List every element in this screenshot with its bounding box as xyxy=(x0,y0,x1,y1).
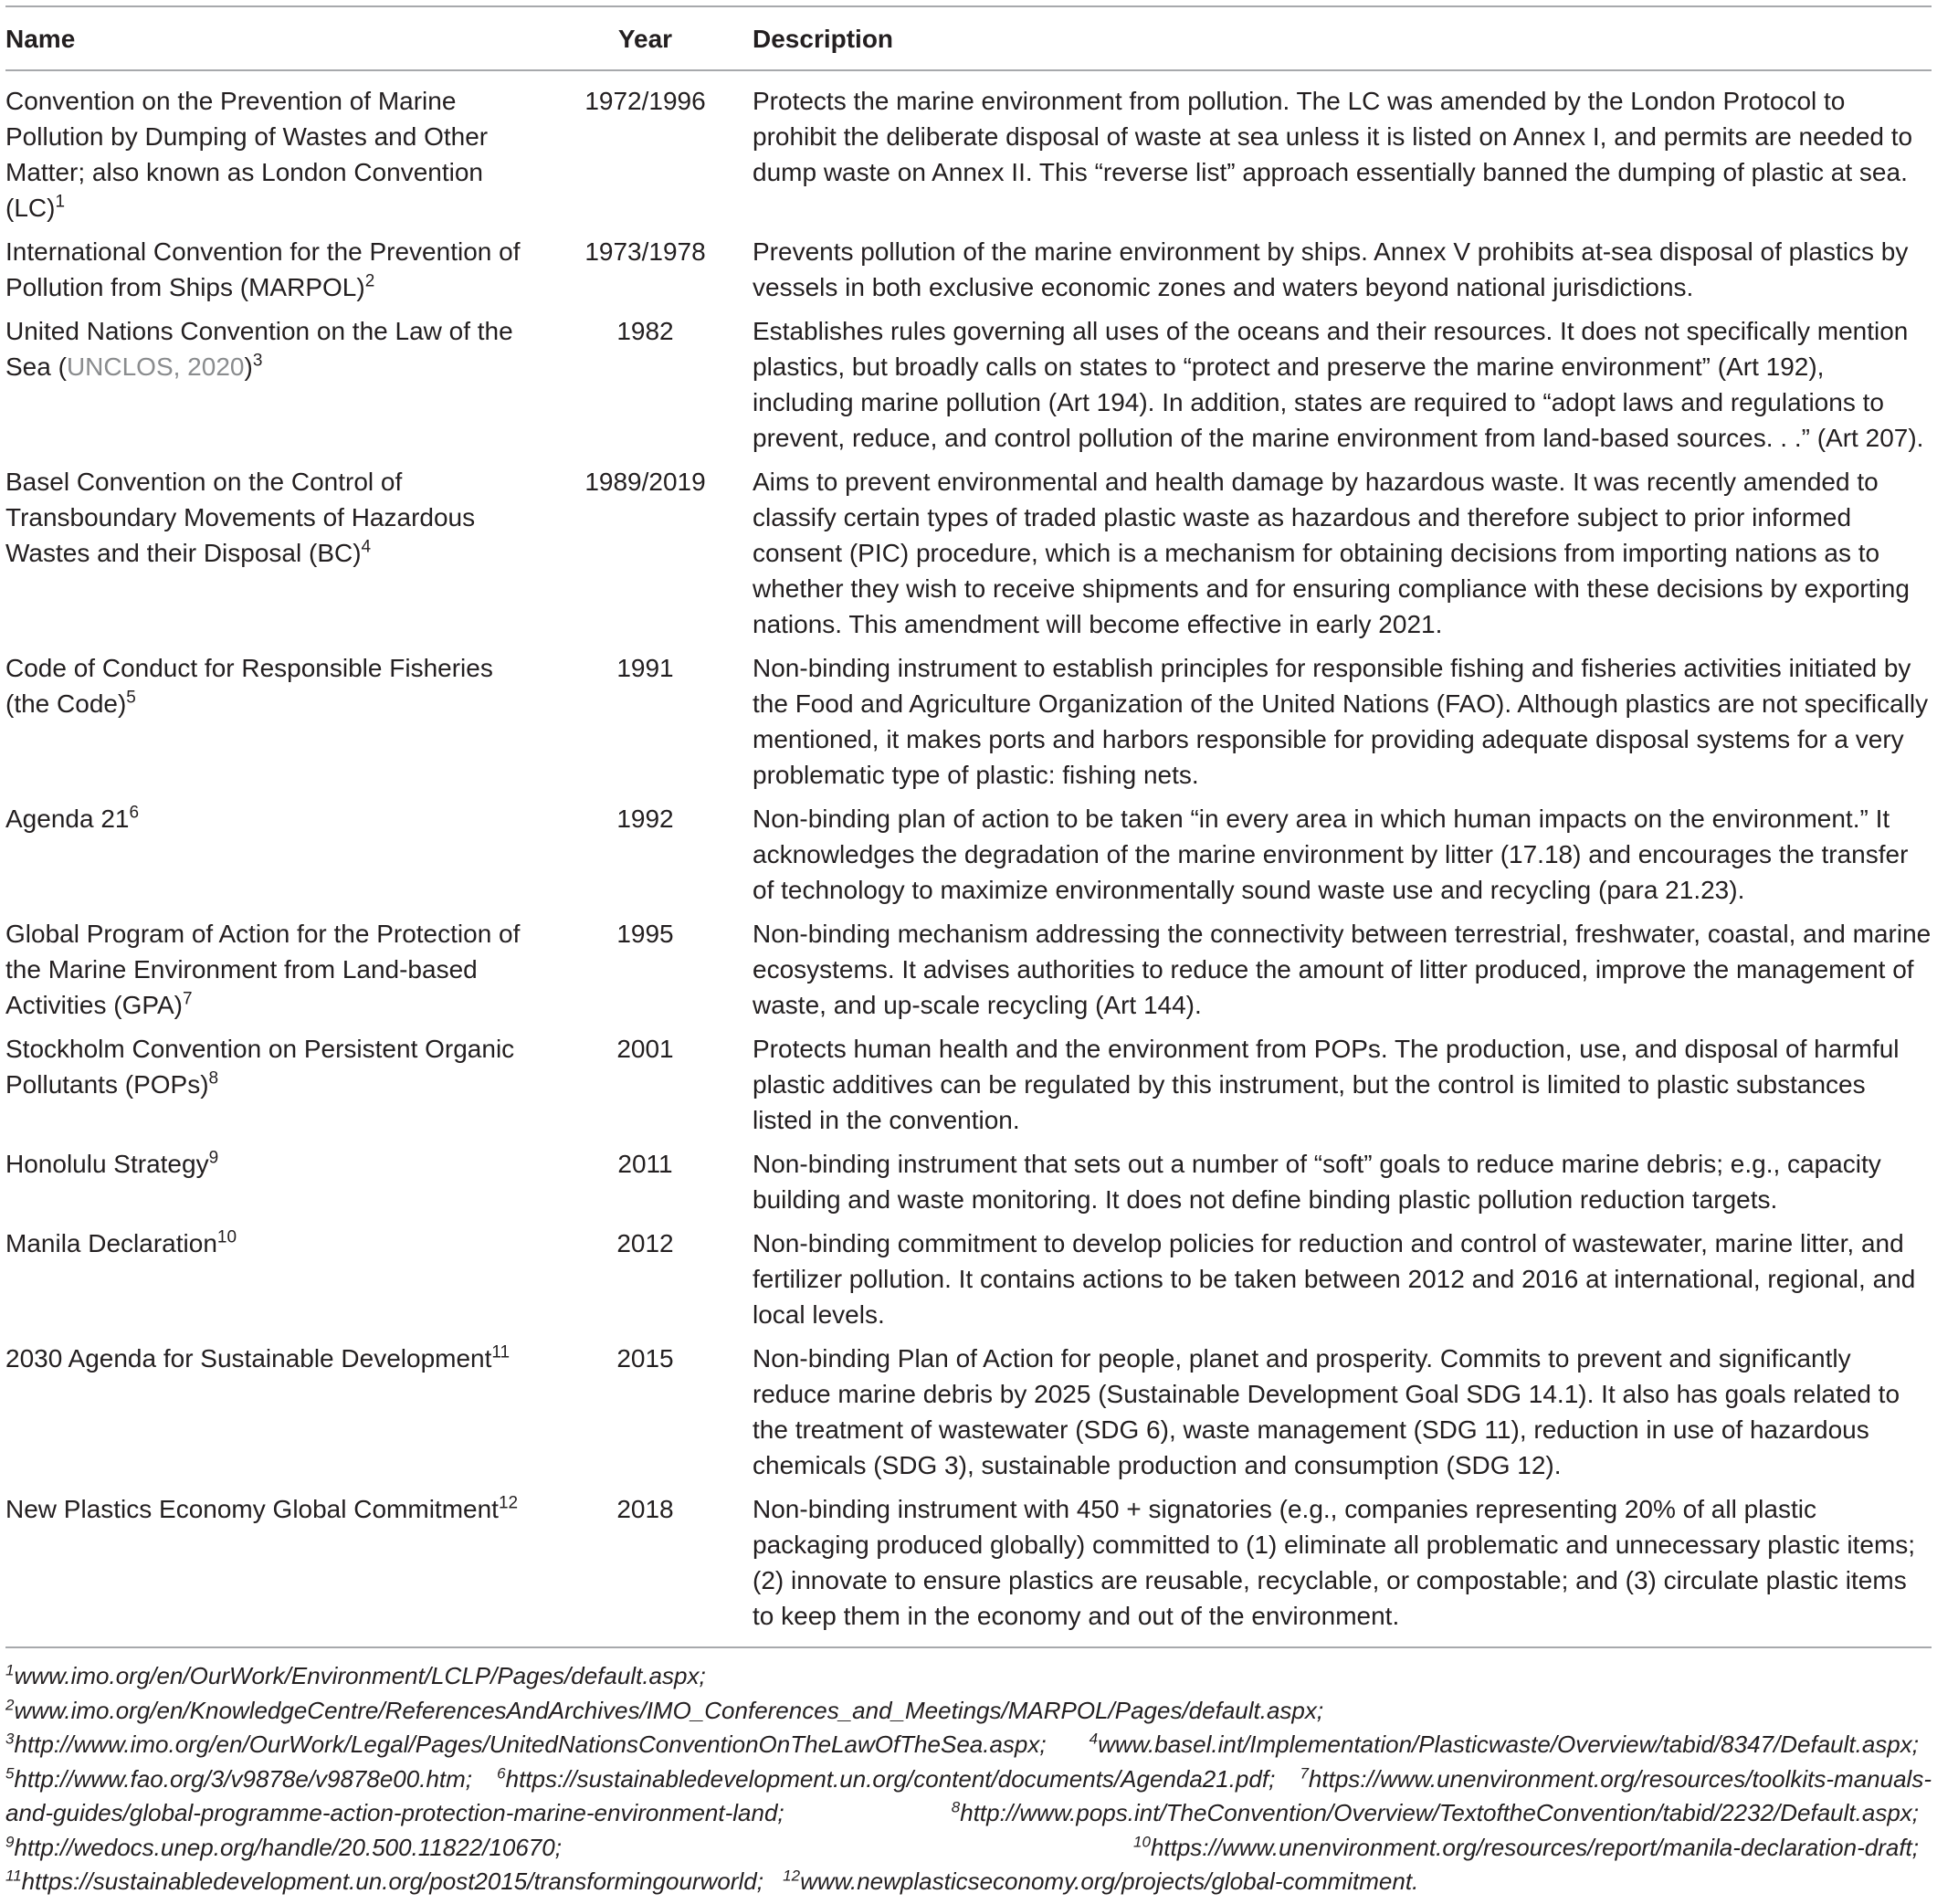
column-header-year: Year xyxy=(540,6,751,70)
footnote: $^2$www.imo.org/en/KnowledgeCentre/ReferencesAndArchives/IMO_Conferences_and_Meetings/MARPOL/Pages/default.aspx; xyxy=(5,1695,1324,1724)
table-header xyxy=(5,6,1932,70)
footnote-link[interactable]: http://www.fao.org/3/v9878e/v9878e00.htm; xyxy=(14,1764,473,1793)
treaty-description: Non-binding plan of action to be taken “in every area in which human impacts on the environment.” It acknowledges the degradation of the marine environment by litter (17.18) and encourages the transfer of technology to maximize environmentally sound waste use and recycling (para 21.23). xyxy=(753,805,1909,904)
footnote: $^{10}$https://www.unenvironment.org/resources/report/manila-declaration-draft; xyxy=(1133,1832,1919,1861)
footnote: $^4$www.basel.int/Implementation/Plasticwaste/Overview/tabid/8347/Default.aspx; xyxy=(1089,1730,1919,1758)
footnote-link[interactable]: www.imo.org/en/OurWork/Environment/LCLP/Pages/default.aspx; xyxy=(14,1662,706,1689)
treaty-year: 2011 xyxy=(617,1150,673,1178)
treaty-description: Establishes rules governing all uses of the oceans and their resources. It does not specifically mention plastics, but broadly calls on states to “protect and preserve the marine environment” (Art 192), including marine pollution (Art 194). In addition, states are required to “adopt laws and regulations to prevent, reduce, and control pollution of the marine environment from land-based sources. . .” (Art 207). xyxy=(753,317,1924,452)
footnote-ref: 9 xyxy=(208,1148,219,1168)
treaty-year: 1991 xyxy=(616,654,674,682)
treaty-name: United Nations Convention on the Law of the Sea (UNCLOS, 2020)$^3$ xyxy=(5,317,513,381)
treaty-year: 2018 xyxy=(616,1495,674,1523)
treaty-name: Global Program of Action for the Protection of the Marine Environment from Land-based Activities (GPA)$^7$ xyxy=(5,920,521,1019)
table-footnotes xyxy=(5,1646,1932,1899)
treaty-name: Basel Convention on the Control of Transboundary Movements of Hazardous Wastes and their Disposal (BC)$^4$ xyxy=(5,468,476,567)
treaty-description: Protects human health and the environment from POPs. The production, use, and disposal of harmful plastic additives can be regulated by this instrument, but the control is limited to plastic substances listed in the convention. xyxy=(753,1035,1900,1134)
footnote-link[interactable]: https://www.unenvironment.org/resources/report/manila-declaration-draft; xyxy=(1150,1833,1919,1861)
treaty-name: New Plastics Economy Global Commitment$^{12}$ xyxy=(5,1493,519,1523)
footnote-link[interactable]: https://sustainabledevelopment.un.org/post2015/transformingourworld; xyxy=(21,1867,763,1895)
treaty-description: Non-binding Plan of Action for people, planet and prosperity. Commits to prevent and significantly reduce marine debris by 2025 (Sustainable Development Goal SDG 14.1). It also has goals related to the treatment of wastewater (SDG 6), waste management (SDG 11), reduction in use of hazardous chemicals (SDG 3), sustainable production and consumption (SDG 12). xyxy=(753,1344,1900,1479)
treaty-year: 1973/1978 xyxy=(584,237,706,266)
footnote: $^8$http://www.pops.int/TheConvention/Overview/TextoftheConvention/tabid/2232/Default.aspx; xyxy=(951,1798,1919,1826)
footnote-ref: 5 xyxy=(126,688,136,708)
treaty-name: Stockholm Convention on Persistent Organic Pollutants (POPs)$^8$ xyxy=(5,1035,515,1099)
footnote-ref: 4 xyxy=(361,537,372,557)
table-row xyxy=(5,464,1932,650)
footnote-link[interactable]: https://sustainabledevelopment.un.org/content/documents/Agenda21.pdf; xyxy=(505,1764,1276,1793)
unclos-citation-link[interactable]: UNCLOS, 2020 xyxy=(66,352,245,381)
table-row xyxy=(5,1146,1932,1226)
treaty-description: Prevents pollution of the marine environment by ships. Annex V prohibits at-sea disposal of plastics by vessels in both exclusive economic zones and waters beyond national jurisdictions. xyxy=(753,237,1909,301)
table-row xyxy=(5,313,1932,464)
treaty-year: 1972/1996 xyxy=(584,87,706,115)
footnote: $^6$https://sustainabledevelopment.un.org/content/documents/Agenda21.pdf; xyxy=(497,1763,1276,1793)
table-body xyxy=(5,70,1932,1646)
footnote-ref: 10 xyxy=(216,1227,237,1247)
footnote-link[interactable]: www.basel.int/Implementation/Plasticwaste/Overview/tabid/8347/Default.aspx; xyxy=(1098,1730,1919,1758)
column-header-name: Name xyxy=(5,6,540,70)
treaty-description: Protects the marine environment from pollution. The LC was amended by the London Protocol to prohibit the deliberate disposal of waste at sea unless it is listed on Annex I, and permits are needed to dump waste on Annex II. This “reverse list” approach essentially banned the dumping of plastic at sea. xyxy=(753,87,1913,186)
treaty-year: 2001 xyxy=(616,1035,674,1063)
footnote-ref: 7 xyxy=(182,989,193,1009)
footnote: $^3$http://www.imo.org/en/OurWork/Legal/Pages/UnitedNationsConventionOnTheLawOfTheSea.aspx; xyxy=(5,1730,1047,1758)
treaty-year: 2012 xyxy=(616,1229,674,1257)
footnote-link[interactable]: http://www.imo.org/en/OurWork/Legal/Pages/UnitedNationsConventionOnTheLawOfTheSea.aspx; xyxy=(14,1730,1047,1758)
treaty-description: Non-binding instrument with 450 + signatories (e.g., companies representing 20% of all plastic packaging produced globally) committed to (1) eliminate all problematic and unnecessary plastic items; (2) innovate to ensure plastics are reusable, recyclable, or compostable; and (3) circulate plastic items to keep them in the economy and out of the environment. xyxy=(753,1495,1916,1630)
header-row xyxy=(5,6,1932,70)
table-row xyxy=(5,1341,1932,1491)
treaty-year: 2015 xyxy=(616,1344,674,1373)
treaty-name: International Convention for the Prevention of Pollution from Ships (MARPOL)$^2$ xyxy=(5,237,521,301)
footnote-ref: 12 xyxy=(498,1493,519,1513)
footnote-ref: 2 xyxy=(364,271,375,291)
treaty-name: 2030 Agenda for Sustainable Development$^{11}$ xyxy=(5,1342,511,1373)
treaty-description: Non-binding instrument that sets out a number of “soft” goals to reduce marine debris; e.g., capacity building and waste monitoring. It does not define binding plastic pollution reduction targets. xyxy=(753,1150,1881,1214)
table-row xyxy=(5,70,1932,234)
table-row xyxy=(5,801,1932,916)
footnote-ref: 1 xyxy=(55,192,66,212)
footnote-ref: 11 xyxy=(491,1342,511,1362)
footnote-link[interactable]: www.newplasticseconomy.org/projects/global-commitment. xyxy=(800,1867,1419,1895)
treaty-name: Convention on the Prevention of Marine Pollution by Dumping of Wastes and Other Matter; also known as London Convention (LC)$^1$ xyxy=(5,87,489,222)
footnote-ref: 6 xyxy=(129,803,140,823)
column-header-description: Description xyxy=(751,6,1932,70)
footnote-link[interactable]: www.imo.org/en/KnowledgeCentre/ReferencesAndArchives/IMO_Conferences_and_Meetings/MARPOL/Pages/default.aspx; xyxy=(14,1696,1324,1724)
treaty-name: Honolulu Strategy$^9$ xyxy=(5,1148,219,1178)
footnote: $^1$www.imo.org/en/OurWork/Environment/LCLP/Pages/default.aspx; xyxy=(5,1661,706,1689)
footnote: $^5$http://www.fao.org/3/v9878e/v9878e00.htm; xyxy=(5,1763,473,1793)
table-row xyxy=(5,650,1932,801)
table-row xyxy=(5,1031,1932,1146)
footnote: $^7$https://www.unenvironment.org/resources/toolkits-manuals-and-guides/global-programme-action-protection-marine-environment-land; xyxy=(5,1763,1932,1826)
table-row xyxy=(5,916,1932,1031)
footnote-ref: 3 xyxy=(252,351,263,371)
document-page xyxy=(5,5,1932,1899)
footnote: $^9$http://wedocs.unep.org/handle/20.500.11822/10670; xyxy=(5,1832,562,1861)
footnote-ref: 8 xyxy=(208,1068,219,1089)
treaty-year: 1989/2019 xyxy=(584,468,706,496)
treaty-name: Agenda $21^6$ xyxy=(5,803,140,833)
treaty-name: Manila Declaration$^{10}$ xyxy=(5,1227,237,1257)
treaty-description: Non-binding mechanism addressing the connectivity between terrestrial, freshwater, coastal, and marine ecosystems. It advises authorities to reduce the amount of litter produced, improve the management of waste, and up-scale recycling (Art 144). xyxy=(753,920,1932,1019)
treaty-year: 1992 xyxy=(616,805,674,833)
treaty-description: Non-binding commitment to develop policies for reduction and control of wastewater, marine litter, and fertilizer pollution. It contains actions to be taken between 2012 and 2016 at international, regional, and local levels. xyxy=(753,1229,1916,1329)
footnote-link[interactable]: http://wedocs.unep.org/handle/20.500.11822/10670; xyxy=(14,1833,562,1861)
treaty-name: Code of Conduct for Responsible Fisheries (the Code)$^5$ xyxy=(5,654,493,718)
footnote-link[interactable]: https://www.unenvironment.org/resources/toolkits-manuals-and-guides/global-programme-action-protection-marine-environment-land; xyxy=(5,1764,1932,1826)
treaty-year: 1995 xyxy=(616,920,674,948)
table-row xyxy=(5,1226,1932,1341)
table-row xyxy=(5,1491,1932,1646)
treaties-table xyxy=(5,5,1932,1646)
treaty-description: Non-binding instrument to establish principles for responsible fishing and fisheries activities initiated by the Food and Agriculture Organization of the United Nations (FAO). Although plastics are not specifically mentioned, it makes ports and harbors responsible for providing adequate disposal systems for a very problematic type of plastic: fishing nets. xyxy=(753,654,1929,789)
treaty-year: 1982 xyxy=(616,317,674,345)
footnote: $^{12}$www.newplasticseconomy.org/projects/global-commitment. xyxy=(783,1867,1419,1895)
footnote: $^{11}$https://sustainabledevelopment.un.org/post2015/transformingourworld; xyxy=(5,1867,763,1895)
table-row xyxy=(5,234,1932,313)
treaty-description: Aims to prevent environmental and health damage by hazardous waste. It was recently amended to classify certain types of traded plastic waste as hazardous and therefore subject to prior informed consent (PIC) procedure, which is a mechanism for obtaining decisions from importing nations as to whether they wish to receive shipments and for ensuring compliance with these decisions by exporting nations. This amendment will become effective in early 2021. xyxy=(753,468,1910,638)
footnote-link[interactable]: http://www.pops.int/TheConvention/Overview/TextoftheConvention/tabid/2232/Default.aspx; xyxy=(960,1799,1919,1826)
